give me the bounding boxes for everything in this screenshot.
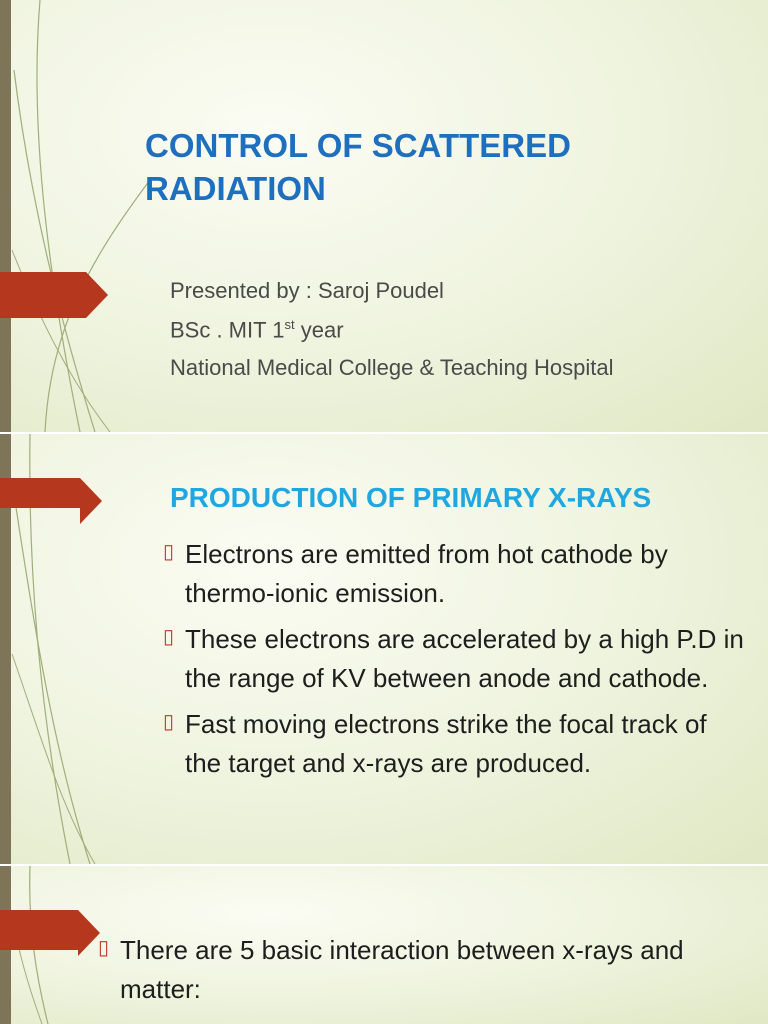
list-item: [163, 620, 745, 697]
list-item: [98, 931, 760, 1008]
bullet-list: [98, 931, 760, 1008]
course-text-end: year: [294, 317, 344, 343]
bullet-marker: ▯: [163, 711, 175, 733]
presenter-line: Presented by : Saroj Poudel: [170, 278, 444, 303]
slide-heading: PRODUCTION OF PRIMARY X-RAYS: [170, 482, 652, 513]
institution-line: National Medical College & Teaching Hospital: [170, 355, 614, 380]
slide-1: [0, 0, 768, 432]
list-item: [163, 705, 745, 782]
list-item: [163, 535, 745, 612]
accent-arrow-tab: [0, 272, 86, 318]
course-ordinal: st: [284, 317, 295, 332]
bullet-text: There are 5 basic interaction between x-rays and matter:: [120, 935, 684, 1004]
course-line: [170, 317, 344, 343]
bullet-marker: ▯: [163, 541, 175, 563]
slide-2: [0, 434, 768, 864]
accent-arrow-tab: [0, 478, 80, 508]
bullet-marker: ▯: [98, 937, 110, 959]
course-text: BSc . MIT 1: [170, 317, 285, 343]
bullet-text: These electrons are accelerated by a high P.D in the range of KV between anode and cathode.: [185, 624, 744, 693]
slide-title: CONTROL OF SCATTERED RADIATION: [145, 127, 571, 207]
accent-arrow-tab: [0, 910, 78, 950]
bullet-marker: ▯: [163, 626, 175, 648]
slide-3: [0, 866, 768, 1024]
bullet-list: [163, 535, 745, 782]
bullet-text: Electrons are emitted from hot cathode by thermo-ionic emission.: [185, 539, 668, 608]
decorative-curves: [0, 0, 150, 432]
bullet-text: Fast moving electrons strike the focal track of the target and x-rays are produced.: [185, 709, 707, 778]
